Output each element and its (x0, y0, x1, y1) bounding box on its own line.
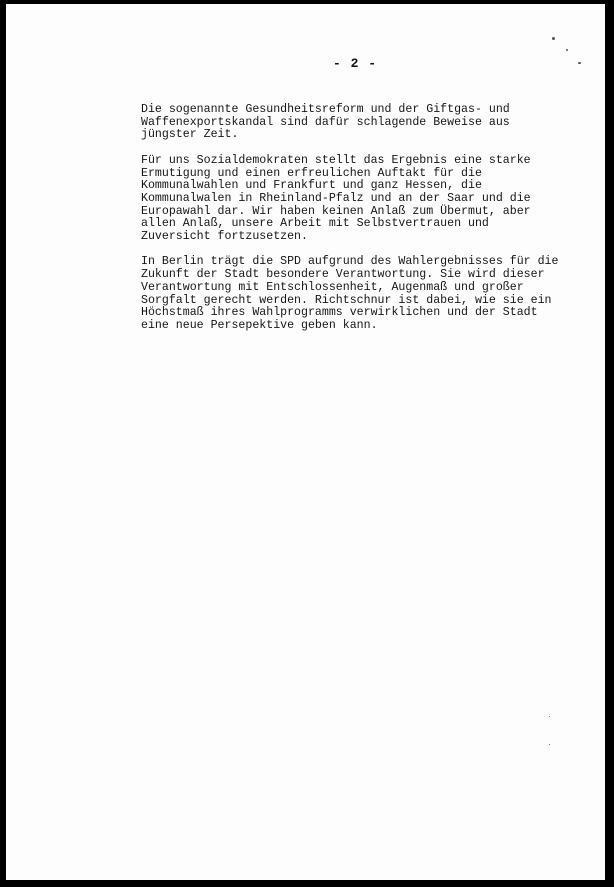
text-line: Kommunalwalen in Rheinland-Pfalz und an der Saar und die (141, 191, 531, 205)
text-line: Zukunft der Stadt besondere Verantwortung. Sie wird dieser (141, 268, 545, 282)
text-line: Für uns Sozialdemokraten stellt das Ergebnis eine starke (141, 153, 531, 167)
text-line: jüngster Zeit. (141, 128, 239, 142)
document-page (6, 4, 605, 880)
paragraph-2 (141, 155, 581, 244)
text-line: Waffenexportskandal sind dafür schlagende Beweise aus (141, 115, 510, 129)
text-line: Verantwortung mit Entschlossenheit, Augenmaß und großer (141, 280, 524, 294)
paragraph-3 (141, 256, 581, 332)
text-line: Sorgfalt gerecht werden. Richtschnur ist dabei, wie sie ein (141, 293, 552, 307)
scan-speck (566, 49, 568, 51)
page-number: - 2 - (333, 56, 378, 71)
scan-border-right (605, 0, 614, 887)
text-line: Kommunalwahlen und Frankfurt und ganz Hessen, die (141, 179, 482, 193)
body-text (141, 104, 581, 345)
scan-speck (549, 744, 550, 745)
scan-speck (578, 62, 581, 64)
text-line: Höchstmaß ihres Wahlprogramms verwirklichen und der Stadt (141, 306, 538, 320)
scan-speck (552, 37, 555, 40)
text-line: Die sogenannte Gesundheitsreform und der Giftgas- und (141, 103, 510, 116)
paragraph-1 (141, 104, 581, 142)
text-line: In Berlin trägt die SPD aufgrund des Wahlergebnisses für die (141, 255, 559, 269)
text-line: Ermutigung und einen erfreulichen Auftakt für die (141, 166, 482, 180)
text-line: allen Anlaß, unsere Arbeit mit Selbstvertrauen und (141, 217, 489, 231)
text-line: eine neue Persepektive geben kann. (141, 318, 378, 332)
scan-speck (549, 716, 550, 717)
text-line: Europawahl dar. Wir haben keinen Anlaß zum Übermut, aber (141, 204, 531, 218)
text-line: Zuversicht fortzusetzen. (141, 230, 308, 244)
